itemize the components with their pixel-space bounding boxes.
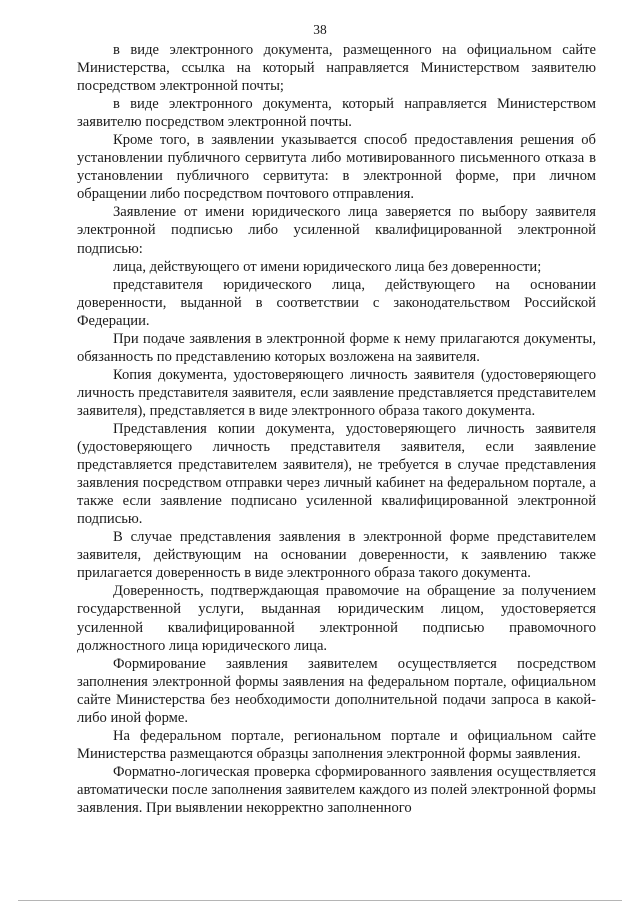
paragraph-14: Форматно-логическая проверка сформированного заявления осуществляется автоматически после заполнения заявителем каждого из полей электронной формы заявления. При выявлении некорректно заполненного xyxy=(77,763,596,816)
paragraph-7: При подаче заявления в электронной форме к нему прилагаются документы, обязанность по представлению которых возложена на заявителя. xyxy=(77,330,596,365)
paragraph-13: На федеральном портале, региональном портале и официальном сайте Министерства размещаются образцы заполнения электронной формы заявления. xyxy=(77,727,596,762)
paragraph-11: Доверенность, подтверждающая правомочие на обращение за получением государственной услуги, выданная юридическим лицом, удостоверяется усиленной квалифицированной электронной подписью правомочного должностного лица юридического лица. xyxy=(77,583,596,654)
paragraph-6: представителя юридического лица, действующего на основании доверенности, выданной в соответствии с законодательством Российской Федерации. xyxy=(77,276,596,329)
paragraph-1: в виде электронного документа, размещенного на официальном сайте Министерства, ссылка на который направляется Министерством заявителю посредством электронной почты; xyxy=(77,42,596,95)
paragraph-4: Заявление от имени юридического лица заверяется по выбору заявителя электронной подписью либо усиленной квалифицированной электронной подписью: xyxy=(77,204,596,257)
paragraph-12: Формирование заявления заявителем осуществляется посредством заполнения электронной формы заявления на федеральном портале, официальном сайте Министерства без необходимости дополнительной подачи запроса в какой-либо иной форме. xyxy=(77,655,596,726)
paragraph-9: Представления копии документа, удостоверяющего личность заявителя (удостоверяющего личность представителя заявителя, если заявление представляется представителем заявителя), не требуется в случае представления заявления посредством отправки через личный кабинет на федеральном портале, а также если заявление подписано усиленной квалифицированной электронной подписью. xyxy=(77,420,596,528)
paragraph-3: Кроме того, в заявлении указывается способ предоставления решения об установлении публичного сервитута либо мотивированного письменного отказа в установлении публичного сервитута: в электронной форме, при личном обращении либо посредством почтового отправления. xyxy=(77,132,596,203)
paragraph-10: В случае представления заявления в электронной форме представителем заявителя, действующим на основании доверенности, к заявлению также прилагается доверенность в виде электронного образа такого документа. xyxy=(77,529,596,582)
paragraph-2: в виде электронного документа, который направляется Министерством заявителю посредством электронной почты. xyxy=(77,96,596,131)
document-body xyxy=(77,41,596,817)
paragraph-8: Копия документа, удостоверяющего личность заявителя (удостоверяющего личность представителя заявителя, если заявление представляется представителем заявителя), представляется в виде электронного образа такого документа. xyxy=(77,366,596,419)
paragraph-5: лица, действующего от имени юридического лица без доверенности; xyxy=(113,258,542,275)
scan-bottom-edge xyxy=(18,900,622,901)
page-number: 38 xyxy=(313,22,327,37)
